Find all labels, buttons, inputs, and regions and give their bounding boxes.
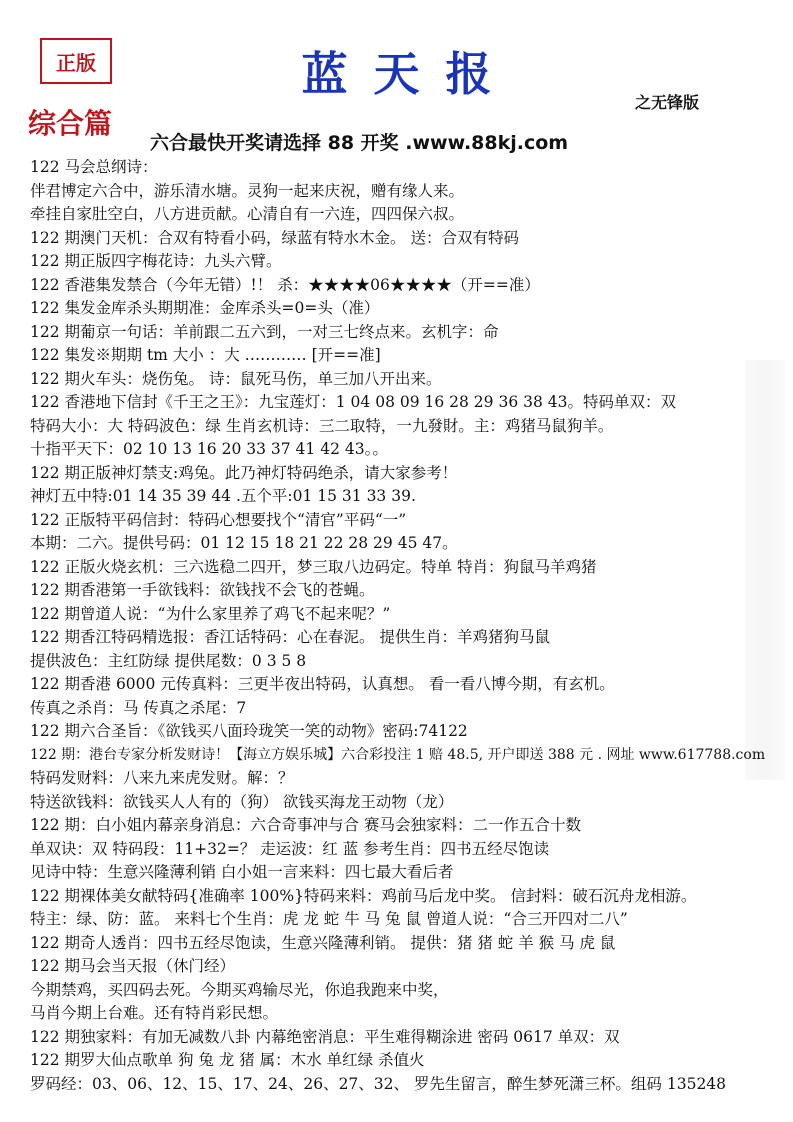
text-line: 单双诀：双 特码段：11+32=？ 走运波：红 蓝 参考生肖：四书五经尽饱读 (30, 839, 550, 858)
text-line: 122 期香江特码精选报：香江话特码：心在春泥。 提供生肖：羊鸡猪狗马鼠 (30, 628, 550, 646)
text-line: 122 正版特平码信封：特码心想要找个“清官”平码“一” (30, 510, 407, 529)
text-line: 十指平天下：02 10 13 16 20 33 37 41 42 43。。 (30, 440, 388, 458)
text-line: 传真之杀肖：马 传真之杀尾：7 (30, 698, 247, 717)
text-line: 122 期裸体美女献特码{准确率 100%}特码来料：鸡前马后龙中奖。 信封料：破石沉舟龙相游。 (30, 886, 697, 905)
text-line: 122 期曾道人说：“为什么家里养了鸡飞不起来呢？” (30, 604, 391, 623)
text-line: 牵挂自家肚空白，八方进贡献。心清自有一六连，四四保六叔。 (30, 205, 465, 223)
stamp-label: 正版 (40, 38, 112, 84)
text-line: 122 集发金库杀头期期准：金库杀头=0=头（准） (30, 299, 380, 317)
text-line: 特码发财料：八来九来虎发财。解：？ (30, 769, 294, 787)
text-line: 122 期香港第一手欲钱料：欲钱找不会飞的苍蝇。 (30, 581, 375, 599)
text-line: 122 期独家料：有加无减数八卦 内幕绝密消息：平生难得糊涂进 密码 0617 单双：双 (30, 1027, 620, 1046)
text-line: 122 正版火烧玄机：三六选稳二四开，梦三取八边码定。特单 特肖：狗鼠马羊鸡猪 (30, 557, 597, 576)
text-line: 今期禁鸡，买四码去死。今期买鸡输尽光，你追我跑来中奖， (30, 980, 449, 999)
text-line: 122 期澳门天机：合双有特看小码，绿蓝有特水木金。 送：合双有特码 (30, 228, 519, 247)
text-body (30, 156, 790, 1096)
text-line: 罗码经：03、06、12、15、17、24、26、27、32、 罗先生留言，醉生梦死潇三杯。组码 135248 (30, 1074, 727, 1093)
text-line: 见诗中特：生意兴隆薄利销 白小姐一言来料：四七最大看后者 (30, 863, 454, 881)
section-heading: 综合篇 (28, 107, 113, 140)
text-line: 伴君博定六合中，游乐清水塘。灵狗一起来庆祝，赠有缘人来。 (30, 181, 465, 200)
text-line: 提供波色：主红防绿 提供尾数：0 3 5 8 (30, 651, 307, 670)
text-line: 122 期：白小姐内幕亲身消息：六合奇事冲与合 赛马会独家料：二一作五合十数 (30, 816, 581, 834)
banner-text: 六合最快开奖请选择 88 开奖 .www.88kj.com (150, 132, 569, 154)
page-title: 蓝天报 (301, 47, 518, 101)
text-line: 122 期正版神灯禁支:鸡兔。此乃神灯特码绝杀，请大家参考！ (30, 463, 458, 482)
text-line: 122 集发※期期 tm 大小 ：大 ………… [开==准] (30, 346, 381, 364)
text-line: 马肖今期上台难。还有特肖彩民想。 (30, 1004, 279, 1022)
text-line: 122 期马会当天报（休门经） (30, 957, 236, 975)
text-line: 122 期罗大仙点歌单 狗 兔 龙 猪 属：木水 单红绿 杀值火 (30, 1051, 425, 1069)
text-line: 本期：二六。提供号码：01 12 15 18 21 22 28 29 45 47。 (30, 534, 458, 552)
edition-label: 之无锋版 (634, 93, 699, 112)
text-line: 122 期正版四字梅花诗：九头六臂。 (30, 252, 282, 270)
text-line: 122 香港集发禁合（今年无错）!！ 杀：★★★★06★★★★（开==准） (30, 275, 540, 294)
text-line: 122 期火车头：烧伤兔。 诗：鼠死马伤，单三加八开出来。 (30, 369, 442, 388)
text-line: 特主：绿、防：蓝。 来料七个生肖：虎 龙 蛇 牛 马 兔 鼠 曾道人说：“合三开四对二八” (30, 910, 628, 928)
text-line: 122 香港地下信封《千王之王》：九宝莲灯：1 04 08 09 16 28 29 36 38 43。特码单双：双 (30, 393, 676, 411)
text-line: 122 期葡京一句话：羊前跟二五六到，一对三七终点来。玄机字：命 (30, 322, 499, 341)
text-line: 特码大小：大 特码波色：绿 生肖玄机诗：三二取特，一九發財。主：鸡猪马鼠狗羊。 (30, 416, 614, 435)
text-line: 特送欲钱料：欲钱买人人有的（狗） 欲钱买海龙王动物（龙） (30, 792, 454, 811)
text-line: 122 马会总纲诗： (30, 158, 158, 176)
text-line: 122 期奇人透肖：四书五经尽饱读，生意兴隆薄利销。 提供：猪 猪 蛇 羊 猴 马 虎 鼠 (30, 933, 616, 952)
text-line: 122 期六合圣旨：《欲钱买八面玲珑笑一笑的动物》密码:74122 (30, 722, 468, 740)
text-line: 神灯五中特:01 14 35 39 44 .五个平:01 15 31 33 39. (30, 487, 416, 505)
text-line: 122 期：港台专家分析发财诗！【海立方娱乐城】六合彩投注 1 赔 48.5, 开户即送 388 元 . 网址 www.617788.com (30, 746, 766, 763)
text-line: 122 期香港 6000 元传真料：三更半夜出特码，认真想。 看一看八博今期，有玄机。 (30, 675, 615, 693)
